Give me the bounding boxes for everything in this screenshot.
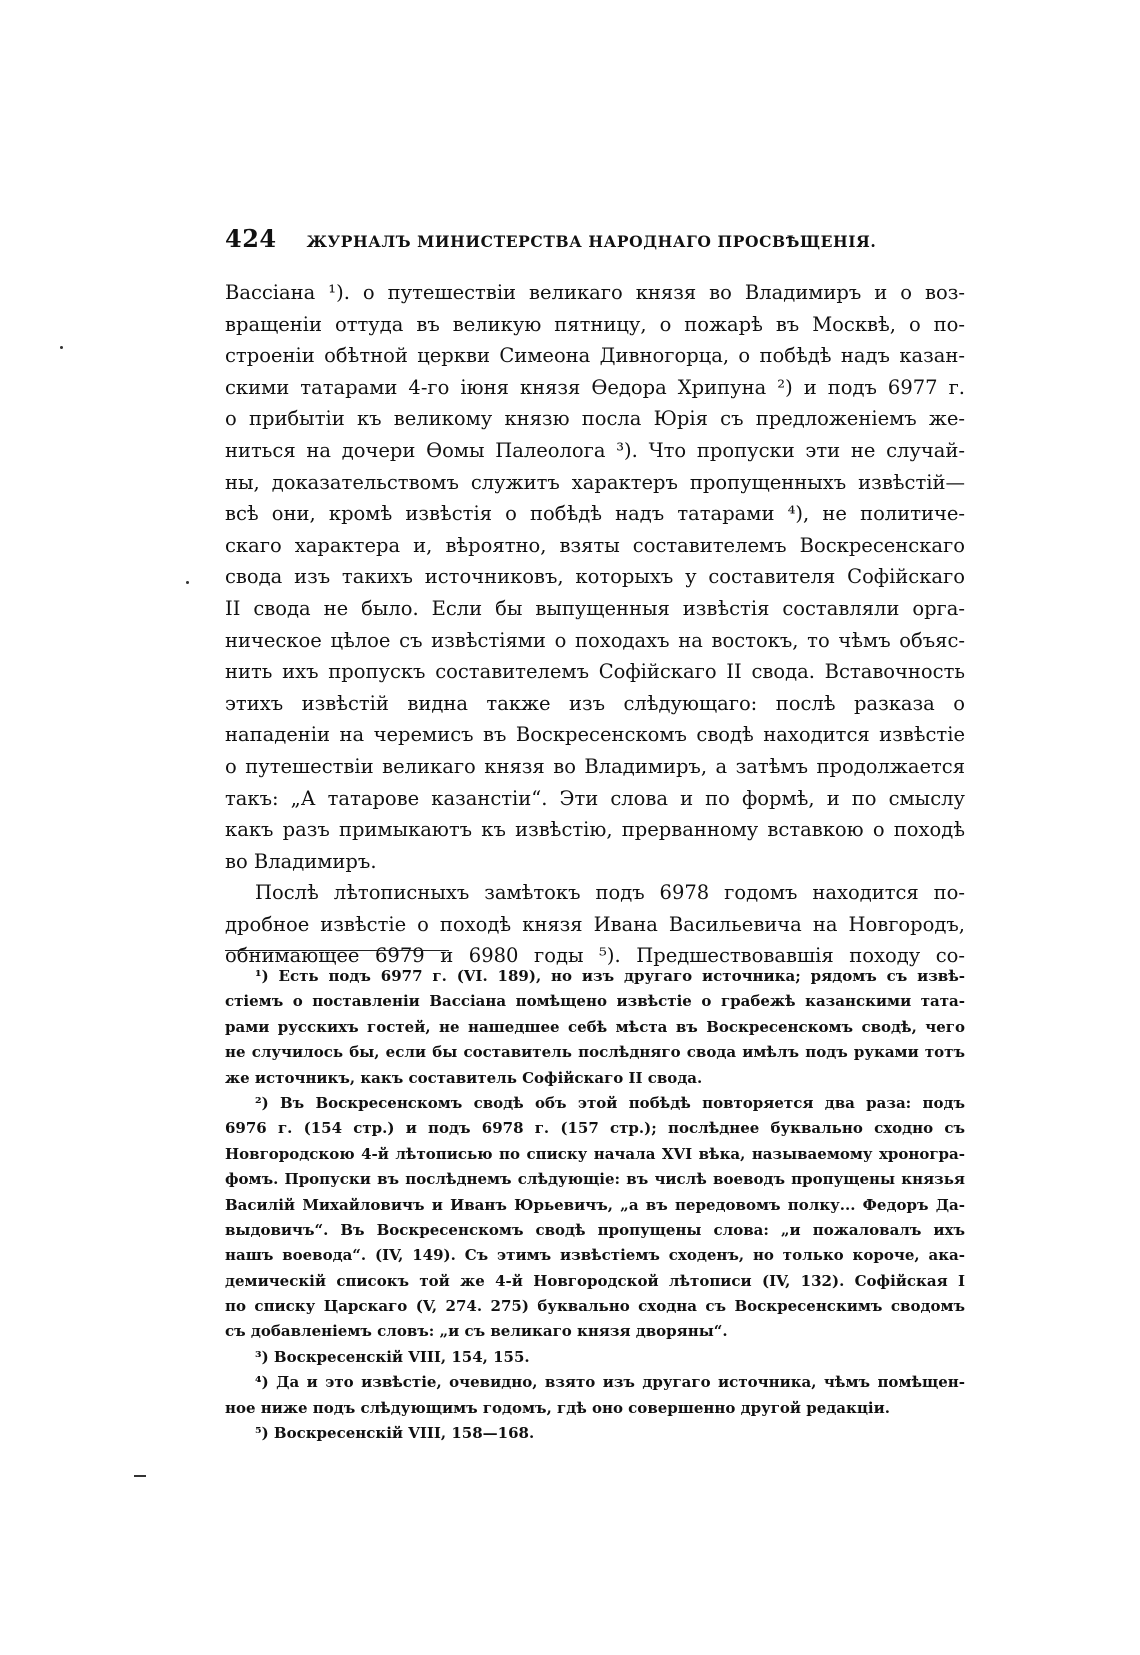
footnote-4-line: ное ниже подъ слѣдующимъ годомъ, гдѣ оно совершенно другой редакціи. [225,1398,890,1417]
text-line: II свода не было. Если бы выпущенныя извѣстія составляли орга- [225,596,965,620]
footnote-1-line: не случилось бы, если бы составитель послѣдняго свода имѣлъ подъ руками тотъ [225,1043,965,1062]
text-line: скаго характера и, вѣроятно, взяты составителемъ Воскресенскаго [225,533,965,557]
footnote-divider [225,950,449,951]
footnote-2-line: демическій списокъ той же 4-й Новгородской лѣтописи (IV, 132). Софійская I [225,1271,965,1290]
footnote-4-line: ⁴) Да и это извѣстіе, очевидно, взято изъ другаго источника, чѣмъ помѣщен- [255,1373,965,1392]
page-number: 424 [225,224,277,253]
footnote-2-line: фомъ. Пропуски въ послѣднемъ слѣдующіе: въ числѣ воеводъ пропущены князья [225,1170,965,1189]
footnote-1-line: стіемъ о поставленіи Вассіана помѣщено извѣстіе о грабежѣ казанскими тата- [225,992,965,1011]
footnote-2-line: ²) Въ Воскресенскомъ сводѣ объ этой побѣдѣ повторяется два раза: подъ [255,1093,965,1112]
text-line: нить ихъ пропускъ составителемъ Софійскаго II свода. Вставочность [225,660,965,684]
footnote-1-line: же источникъ, какъ составитель Софійскаго II свода. [225,1068,703,1087]
text-line: свода изъ такихъ источниковъ, которыхъ у составителя Софійскаго [225,565,965,589]
text-line: какъ разъ примыкаютъ къ извѣстію, прерванному вставкою о походѣ [225,818,965,842]
running-title: ЖУРНАЛЪ МИНИСТЕРСТВА НАРОДНАГО ПРОСВѢЩЕНІЯ. [306,232,877,251]
text-line: такъ: „А татарове казанстіи“. Эти слова и по формѣ, и по смыслу [225,786,965,810]
footnote-5-line: ⁵) Воскресенскій VIII, 158—168. [255,1424,535,1443]
footnote-2-line: 6976 г. (154 стр.) и подъ 6978 г. (157 стр.); послѣднее буквально сходно съ [225,1119,965,1138]
page-header [225,224,965,253]
footnotes [225,964,965,1446]
footnote-2-line: Василій Михайловичъ и Иванъ Юрьевичъ, „а въ передовомъ полку... Федоръ Да- [225,1195,965,1214]
text-line: во Владимиръ. [225,849,377,873]
footnote-3-line: ³) Воскресенскій VIII, 154, 155. [255,1347,530,1366]
main-text [225,277,965,972]
text-line: ниться на дочери Ѳомы Палеолога ³). Что пропуски эти не случай- [225,438,965,462]
text-line: ны, доказательствомъ служитъ характеръ пропущенныхъ извѣстій— [225,470,965,494]
text-line: дробное извѣстіе о походѣ князя Ивана Васильевича на Новгородъ, [225,912,965,936]
text-line: скими татарами 4-го іюня князя Ѳедора Хрипуна ²) и подъ 6977 г. [225,375,965,399]
margin-dash [134,1475,146,1477]
footnote-2-line: Новгородскою 4-й лѣтописью по списку начала XVI вѣка, называемому хроногра- [225,1144,965,1163]
text-line: вращеніи оттуда въ великую пятницу, о пожарѣ въ Москвѣ, о по- [225,312,965,336]
margin-dot [60,346,63,349]
text-line: строеніи обѣтной церкви Симеона Дивногорца, о побѣдѣ надъ казан- [225,344,965,368]
footnote-2-line: съ добавленіемъ словъ: „и съ великаго князя дворяны“. [225,1322,728,1341]
text-line: обнимающее 6979 и 6980 годы ⁵). Предшествовавшія походу со- [225,944,965,968]
text-line: Вассіана ¹). о путешествіи великаго князя во Владимиръ и о воз- [225,281,965,304]
text-line: этихъ извѣстій видна также изъ слѣдующаго: послѣ разказа о [225,691,965,715]
text-line: нападеніи на черемисъ въ Воскресенскомъ сводѣ находится извѣстіе [225,723,965,747]
footnote-2-line: по списку Царскаго (V, 274. 275) буквально сходна съ Воскресенскимъ сводомъ [225,1297,965,1316]
footnote-2-line: выдовичъ“. Въ Воскресенскомъ сводѣ пропущены слова: „и пожаловалъ ихъ [225,1220,965,1239]
text-line: всѣ они, кромѣ извѣстія о побѣдѣ надъ татарами ⁴), не политиче- [225,502,965,526]
margin-dot [186,581,189,584]
text-line: о путешествіи великаго князя во Владимиръ, а затѣмъ продолжается [225,754,965,778]
text-line: о прибытіи къ великому князю посла Юрія съ предложеніемъ же- [225,407,965,431]
paragraph-start-line: Послѣ лѣтописныхъ замѣтокъ подъ 6978 годомъ находится по- [255,881,965,905]
footnote-1-line: рами русскихъ гостей, не нашедшее себѣ мѣста въ Воскресенскомъ сводѣ, чего [225,1017,965,1036]
footnote-1-line: ¹) Есть подъ 6977 г. (VI. 189), но изъ другаго источника; рядомъ съ извѣ- [255,967,965,985]
text-line: ническое цѣлое съ извѣстіями о походахъ на востокъ, то чѣмъ объяс- [225,628,965,652]
footnote-2-line: нашъ воевода“. (IV, 149). Съ этимъ извѣстіемъ сходенъ, но только короче, ака- [225,1246,965,1265]
